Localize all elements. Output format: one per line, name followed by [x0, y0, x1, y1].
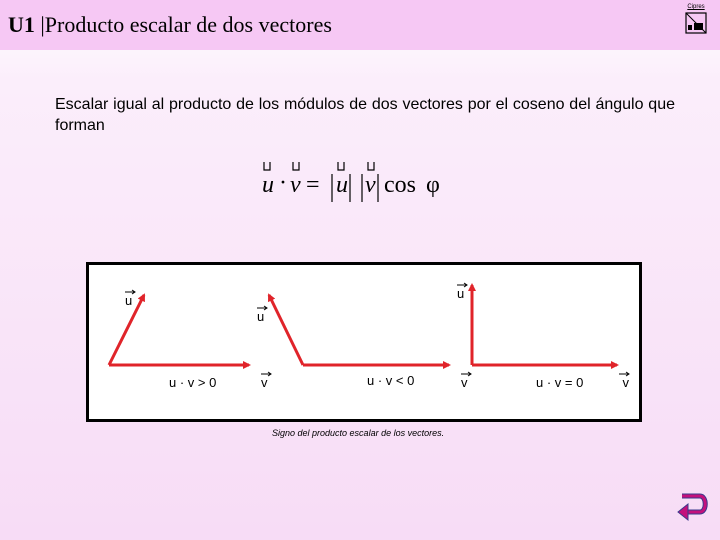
case2-u-label: u	[257, 309, 265, 324]
unit-label: U1	[8, 12, 35, 37]
formula-phi: φ	[426, 172, 440, 198]
vector-diagram-graphic	[89, 265, 639, 419]
formula-u: u	[262, 172, 274, 198]
case2-relation: u · v < 0	[367, 373, 415, 388]
case2-u-vector	[269, 295, 303, 365]
dot-product-formula	[260, 158, 460, 208]
case1-u-label: u	[125, 293, 133, 308]
case3-v-label: v	[622, 375, 629, 390]
title-bar	[0, 0, 720, 50]
formula-equals: =	[306, 172, 320, 198]
vector-diagram	[86, 262, 642, 422]
formula-mod-u: u	[336, 172, 348, 198]
case1-v-label: v	[261, 375, 268, 390]
formula-dot: ·	[279, 170, 287, 196]
formula-mod-v: v	[365, 172, 376, 198]
case2-v-label: v	[461, 375, 468, 390]
case1-relation: u · v > 0	[169, 375, 217, 390]
return-arrow-icon[interactable]	[676, 492, 710, 526]
title-text: |Producto escalar de dos vectores	[40, 12, 332, 37]
case3-u-label: u	[457, 286, 465, 301]
logo-graphic	[684, 11, 708, 35]
logo-text: Cipres	[687, 4, 705, 10]
definition-text: Escalar igual al producto de los módulos de dos vectores por el coseno del ángulo que forman	[55, 96, 675, 134]
formula-cos: cos	[384, 172, 416, 198]
cipres-logo-icon[interactable]	[682, 4, 710, 38]
page-title	[8, 12, 332, 38]
diagram-caption: Signo del producto escalar de los vectores.	[272, 428, 445, 438]
case3-relation: u · v = 0	[536, 375, 584, 390]
formula-v: v	[290, 172, 301, 198]
